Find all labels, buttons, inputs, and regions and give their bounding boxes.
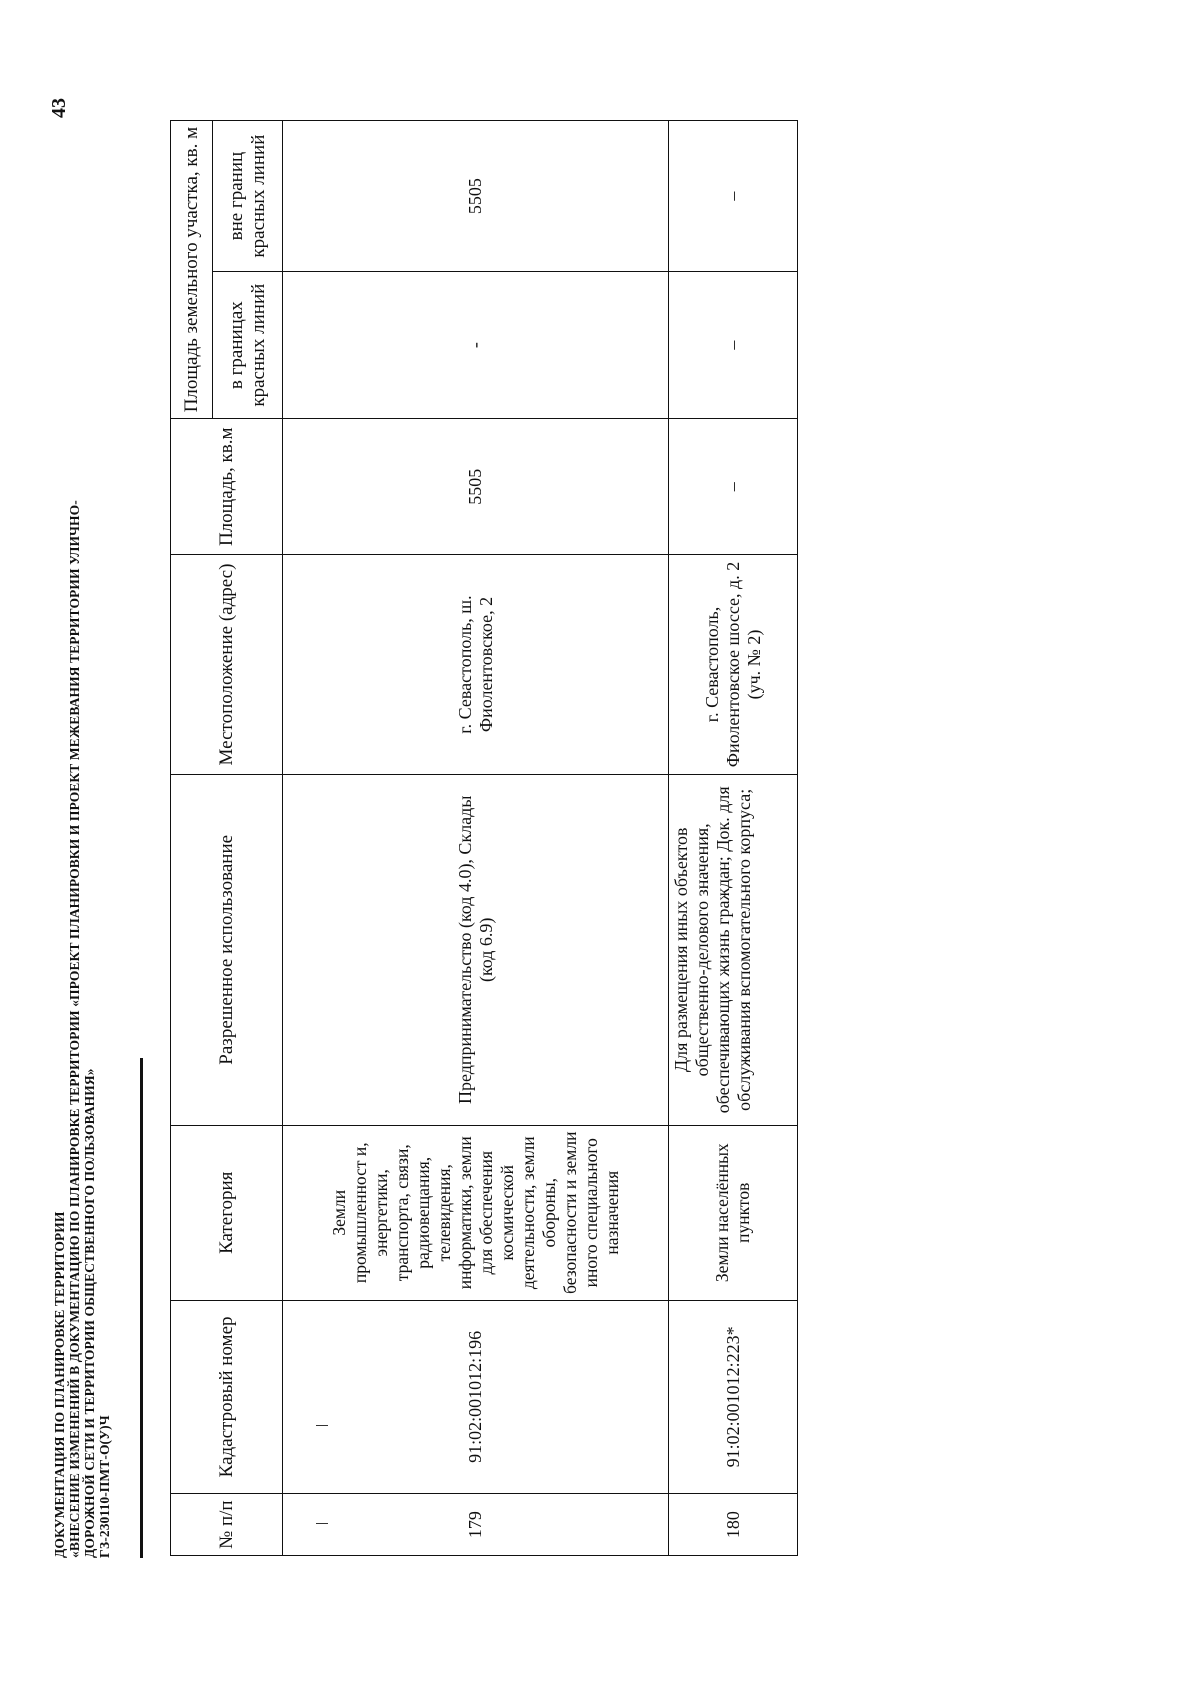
cell-inside-red-lines: - [283, 272, 669, 419]
cell-area: 5505 [283, 419, 669, 555]
table-row [669, 121, 798, 1556]
cell-outside-red-lines: 5505 [283, 121, 669, 272]
header-line-3: ДОРОЖНОЙ СЕТИ И ТЕРРИТОРИИ ОБЩЕСТВЕННОГО ПОЛЬЗОВАНИЯ» [82, 1068, 97, 1558]
cell-use: Предпринимательство (код 4.0), Склады (код 6.9) [283, 774, 669, 1125]
cell-cadastral: 91:02:001012:196 [283, 1300, 669, 1494]
header-cadastral: Кадастровый номер [171, 1300, 283, 1494]
header-line-1: ДОКУМЕНТАЦИЯ ПО ПЛАНИРОВКЕ ТЕРРИТОРИИ [52, 1211, 67, 1558]
cell-category: Земли промышленност и, энергетики, транспорта, связи, радиовещания, телевидения, информатики, земли для обеспечения космической деятельности, земли обороны, безопасности и земли иного специального назначения [283, 1125, 669, 1300]
header-plot-area: Площадь земельного участка, кв. м [171, 121, 213, 419]
header-category: Категория [171, 1125, 283, 1300]
header-line-4: ГЗ-230110-ПМТ-О(У)Ч [97, 1415, 112, 1558]
cell-num: 179 [283, 1494, 669, 1556]
header-inside-red-lines: в границах красных линий [213, 272, 283, 419]
header-address: Местоположение (адрес) [171, 555, 283, 774]
header-line-2: «ВНЕСЕНИЕ ИЗМЕНЕНИЙ В ДОКУМЕНТАЦИЮ ПО ПЛАНИРОВКЕ ТЕРРИТОРИИ «ПРОЕКТ ПЛАНИРОВКИ И ПРОЕКТ МЕЖЕВАНИЯ ТЕРРИТОРИИ УЛИЧНО- [67, 500, 82, 1558]
cell-num: 180 [669, 1494, 798, 1556]
cell-address: г. Севастополь, Фиолентовское шоссе, д. 2 (уч. № 2) [669, 555, 798, 774]
header-use: Разрешенное использование [171, 774, 283, 1125]
page-number: 43 [48, 98, 70, 118]
land-plots-table [170, 120, 798, 1556]
cell-use: Для размещения иных объектов общественно-делового значения, обеспечивающих жизнь граждан; Док. для обслуживания вспомогательного корпуса; [669, 774, 798, 1125]
cell-address: г. Севастополь, ш. Фиолентовское, 2 [283, 555, 669, 774]
header-num: № п/п [171, 1494, 283, 1556]
cell-cadastral: 91:02:001012:223* [669, 1300, 798, 1494]
cell-area: – [669, 419, 798, 555]
header-area: Площадь, кв.м [171, 419, 283, 555]
cell-inside-red-lines: – [669, 272, 798, 419]
cell-outside-red-lines: – [669, 121, 798, 272]
table-row [283, 121, 669, 1556]
header-rule [140, 1058, 143, 1558]
document-header [52, 358, 112, 1558]
header-outside-red-lines: вне границ красных линий [213, 121, 283, 272]
cell-category: Земли населённых пунктов [669, 1125, 798, 1300]
